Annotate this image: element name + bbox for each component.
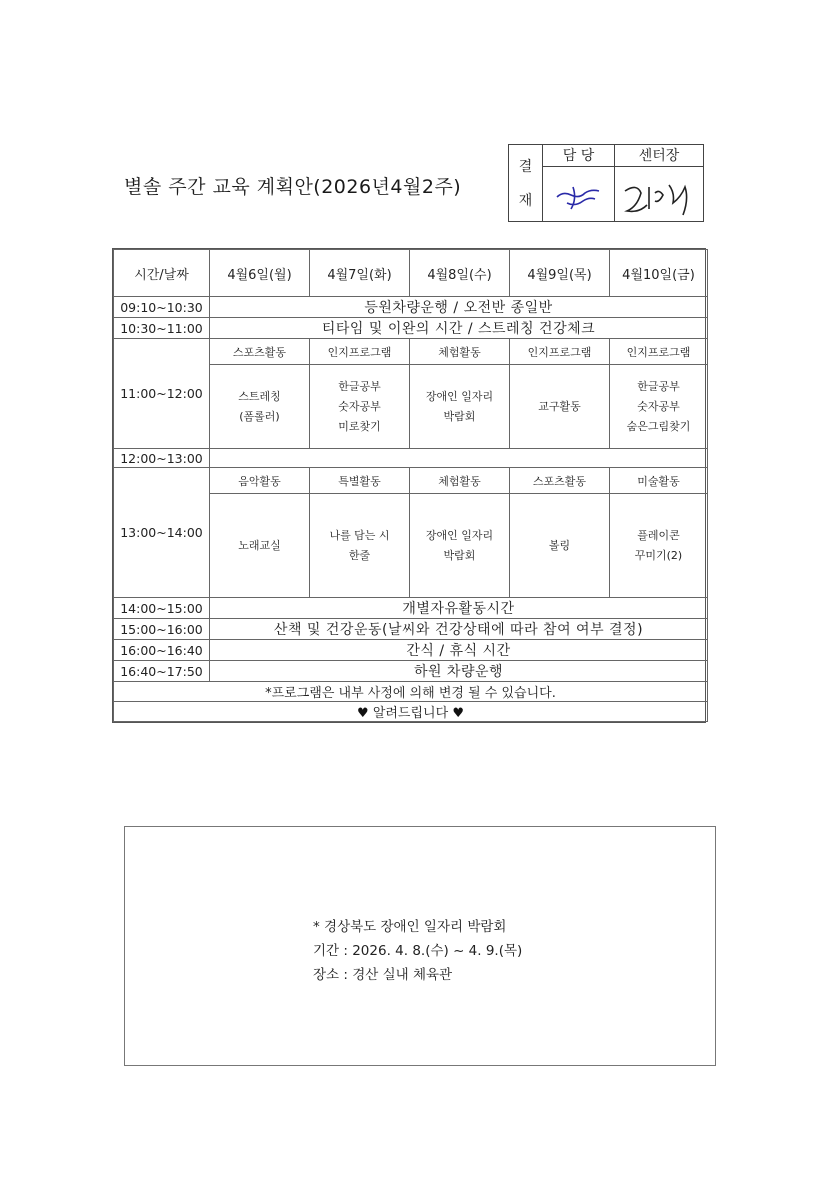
schedule-table bbox=[113, 249, 708, 722]
time-cell: 16:00~16:40 bbox=[114, 640, 210, 661]
manager-signature bbox=[549, 173, 609, 217]
event-title: * 경상북도 장애인 일자리 박람회 bbox=[313, 919, 507, 935]
table-row bbox=[114, 598, 708, 619]
activity-cell bbox=[210, 494, 310, 598]
activity-cell bbox=[610, 365, 708, 449]
time-cell: 12:00~13:00 bbox=[114, 449, 210, 468]
activity-line: 꾸미기(2) bbox=[634, 548, 683, 562]
activity-cell bbox=[310, 365, 410, 449]
category-cell: 체험활동 bbox=[410, 339, 510, 365]
category-cell: 스포츠활동 bbox=[210, 339, 310, 365]
activity-cell bbox=[610, 494, 708, 598]
approval-header-director: 센터장 bbox=[615, 145, 703, 167]
table-row bbox=[114, 661, 708, 682]
event-text bbox=[313, 915, 522, 987]
activity-line: 볼링 bbox=[548, 538, 571, 552]
activity-line: 장애인 일자리 bbox=[425, 528, 494, 542]
approval-label-top: 결 bbox=[518, 159, 533, 175]
time-cell: 16:40~17:50 bbox=[114, 661, 210, 682]
approval-label bbox=[509, 145, 543, 221]
activity-line: (폼롤러) bbox=[239, 409, 280, 423]
activity-cell: 등원차량운행 / 오전반 종일반 bbox=[210, 297, 708, 318]
event-period: 기간 : 2026. 4. 8.(수) ~ 4. 9.(목) bbox=[313, 943, 523, 959]
activity-line: 숫자공부 bbox=[637, 399, 680, 413]
event-location: 장소 : 경산 실내 체육관 bbox=[313, 967, 453, 983]
table-row bbox=[114, 297, 708, 318]
notice-row bbox=[114, 702, 708, 722]
activity-line: 박람회 bbox=[443, 409, 476, 423]
category-row-pm bbox=[114, 468, 708, 494]
table-row bbox=[114, 449, 708, 468]
header-cell: 4월10일(금) bbox=[610, 250, 708, 297]
category-cell: 인지프로그램 bbox=[510, 339, 610, 365]
category-cell: 음악활동 bbox=[210, 468, 310, 494]
page-title: 별솔 주간 교육 계획안(2026년4월2주) bbox=[124, 176, 462, 198]
activity-line: 노래교실 bbox=[238, 538, 281, 552]
category-cell: 특별활동 bbox=[310, 468, 410, 494]
notice-label: 알려드립니다 bbox=[372, 706, 449, 721]
time-cell: 11:00~12:00 bbox=[114, 339, 210, 449]
notice-cell bbox=[114, 702, 708, 722]
activity-line: 장애인 일자리 bbox=[425, 389, 494, 403]
table-row bbox=[114, 619, 708, 640]
activity-cell bbox=[210, 365, 310, 449]
approval-box bbox=[508, 144, 704, 222]
category-cell: 미술활동 bbox=[610, 468, 708, 494]
activity-cell bbox=[510, 494, 610, 598]
category-row-am bbox=[114, 339, 708, 365]
approval-header-manager: 담 당 bbox=[543, 145, 614, 167]
category-cell: 스포츠활동 bbox=[510, 468, 610, 494]
time-cell: 13:00~14:00 bbox=[114, 468, 210, 598]
event-notice-box bbox=[124, 826, 716, 1066]
heart-icon: ♥ bbox=[452, 706, 464, 721]
activity-cell: 하원 차량운행 bbox=[210, 661, 708, 682]
category-cell: 인지프로그램 bbox=[310, 339, 410, 365]
header-cell: 4월6일(월) bbox=[210, 250, 310, 297]
time-cell: 10:30~11:00 bbox=[114, 318, 210, 339]
activity-line: 숨은그림찾기 bbox=[626, 419, 691, 433]
activity-line: 한글공부 bbox=[637, 379, 680, 393]
activity-line: 미로찾기 bbox=[338, 419, 381, 433]
table-row bbox=[114, 640, 708, 661]
activity-line: 한줄 bbox=[348, 548, 371, 562]
time-cell: 09:10~10:30 bbox=[114, 297, 210, 318]
activity-line: 박람회 bbox=[443, 548, 476, 562]
activity-cell: 산책 및 건강운동(날씨와 건강상태에 따라 참여 여부 결정) bbox=[210, 619, 708, 640]
activity-cell: 개별자유활동시간 bbox=[210, 598, 708, 619]
header-row bbox=[114, 250, 708, 297]
time-cell: 14:00~15:00 bbox=[114, 598, 210, 619]
activity-cell bbox=[410, 494, 510, 598]
activity-cell: 간식 / 휴식 시간 bbox=[210, 640, 708, 661]
activity-line: 교구활동 bbox=[538, 399, 581, 413]
activity-cell bbox=[310, 494, 410, 598]
heart-icon: ♥ bbox=[357, 706, 369, 721]
header-cell: 시간/날짜 bbox=[114, 250, 210, 297]
activity-line: 스트레칭 bbox=[238, 389, 281, 403]
note-row bbox=[114, 682, 708, 702]
category-cell: 인지프로그램 bbox=[610, 339, 708, 365]
schedule-sheet bbox=[112, 248, 706, 723]
activity-cell: 티타임 및 이완의 시간 / 스트레칭 건강체크 bbox=[210, 318, 708, 339]
activity-line: 숫자공부 bbox=[338, 399, 381, 413]
header-cell: 4월7일(화) bbox=[310, 250, 410, 297]
activity-line: 한글공부 bbox=[338, 379, 381, 393]
activity-line: 플레이콘 bbox=[637, 528, 680, 542]
change-note: *프로그램은 내부 사정에 의해 변경 될 수 있습니다. bbox=[114, 682, 708, 702]
header-cell: 4월9일(목) bbox=[510, 250, 610, 297]
activity-cell bbox=[410, 365, 510, 449]
lunch-cell bbox=[210, 449, 708, 468]
time-cell: 15:00~16:00 bbox=[114, 619, 210, 640]
category-cell: 체험활동 bbox=[410, 468, 510, 494]
activity-line: 나를 담는 시 bbox=[329, 528, 390, 542]
director-signature bbox=[619, 173, 699, 221]
approval-column-manager bbox=[543, 145, 615, 221]
table-row bbox=[114, 318, 708, 339]
activity-cell bbox=[510, 365, 610, 449]
approval-column-director bbox=[615, 145, 703, 221]
header-cell: 4월8일(수) bbox=[410, 250, 510, 297]
approval-label-bottom: 재 bbox=[518, 193, 533, 209]
